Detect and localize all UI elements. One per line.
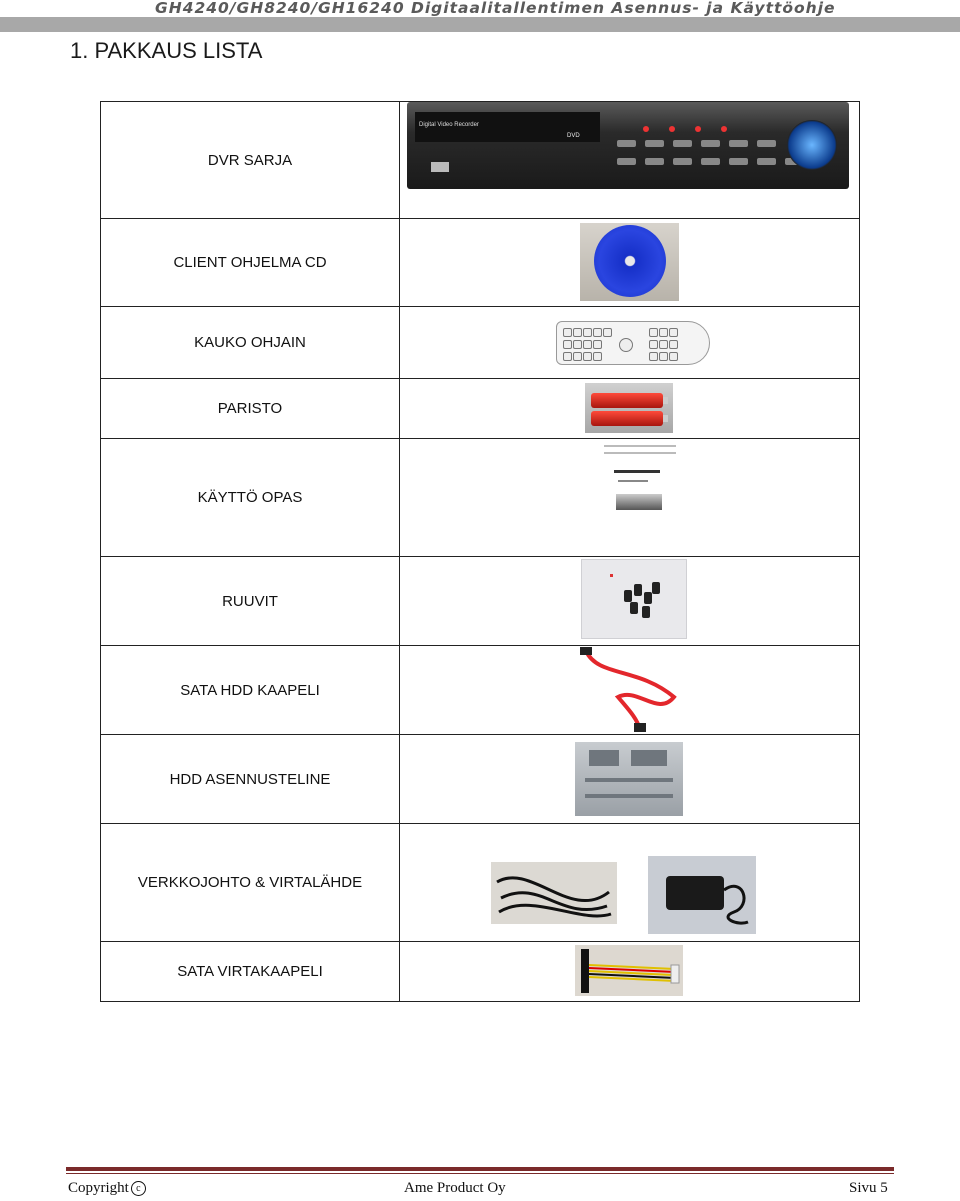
table-row (101, 439, 860, 557)
item-label: CLIENT OHJELMA CD (101, 219, 400, 307)
table-row (101, 379, 860, 439)
screws-photo (581, 559, 687, 639)
item-image-cell (400, 307, 860, 379)
footer-copyright-text: Copyright (68, 1180, 129, 1196)
item-image-cell (400, 942, 860, 1002)
footer-company: Ame Product Oy (404, 1180, 506, 1196)
footer-copyright (68, 1180, 146, 1197)
footer-page-number: Sivu 5 (849, 1180, 888, 1196)
item-image-cell (400, 824, 860, 942)
power-cord-photo (491, 862, 617, 924)
item-label: VERKKOJOHTO & VIRTALÄHDE (101, 824, 400, 942)
power-adapter-photo (648, 856, 756, 934)
sata-cable-photo (578, 647, 682, 733)
dvr-recorder-photo: Digital Video Recorder DVD (407, 102, 849, 189)
item-label: PARISTO (101, 379, 400, 439)
item-image-cell (400, 219, 860, 307)
usb-port (431, 162, 449, 172)
footer-rule-thin (66, 1173, 894, 1174)
item-image-cell (400, 646, 860, 735)
item-label: RUUVIT (101, 557, 400, 646)
item-image-cell (400, 735, 860, 824)
item-label: DVR SARJA (101, 102, 400, 219)
hdd-bracket-photo (575, 742, 683, 816)
table-row (101, 102, 860, 219)
item-image-cell (400, 439, 860, 557)
copyright-icon: c (131, 1181, 146, 1196)
footer-rule (66, 1167, 894, 1171)
header-bar-fill (0, 17, 960, 32)
table-row (101, 735, 860, 824)
item-label: KÄYTTÖ OPAS (101, 439, 400, 557)
document-title: GH4240/GH8240/GH16240 Digitaalitallentimen Asennus- ja Käyttöohje (155, 0, 836, 17)
item-image-cell (400, 102, 860, 219)
item-image-cell (400, 557, 860, 646)
table-row (101, 307, 860, 379)
table-row (101, 942, 860, 1002)
item-label: SATA VIRTAKAAPELI (101, 942, 400, 1002)
table-row (101, 824, 860, 942)
item-label: HDD ASENNUSTELINE (101, 735, 400, 824)
manual-photo (600, 442, 680, 552)
cd-disc-photo (580, 223, 679, 301)
item-label: KAUKO OHJAIN (101, 307, 400, 379)
section-title: 1. PAKKAUS LISTA (70, 38, 263, 63)
table-row (101, 557, 860, 646)
package-list-table (100, 101, 860, 1002)
table-row (101, 646, 860, 735)
dvr-control-dial (787, 120, 837, 170)
item-label: SATA HDD KAAPELI (101, 646, 400, 735)
battery-photo (585, 383, 673, 433)
item-image-cell (400, 379, 860, 439)
table-row (101, 219, 860, 307)
remote-control-photo (556, 321, 710, 365)
header-bar (0, 0, 960, 32)
sata-power-cable-photo (575, 945, 683, 996)
